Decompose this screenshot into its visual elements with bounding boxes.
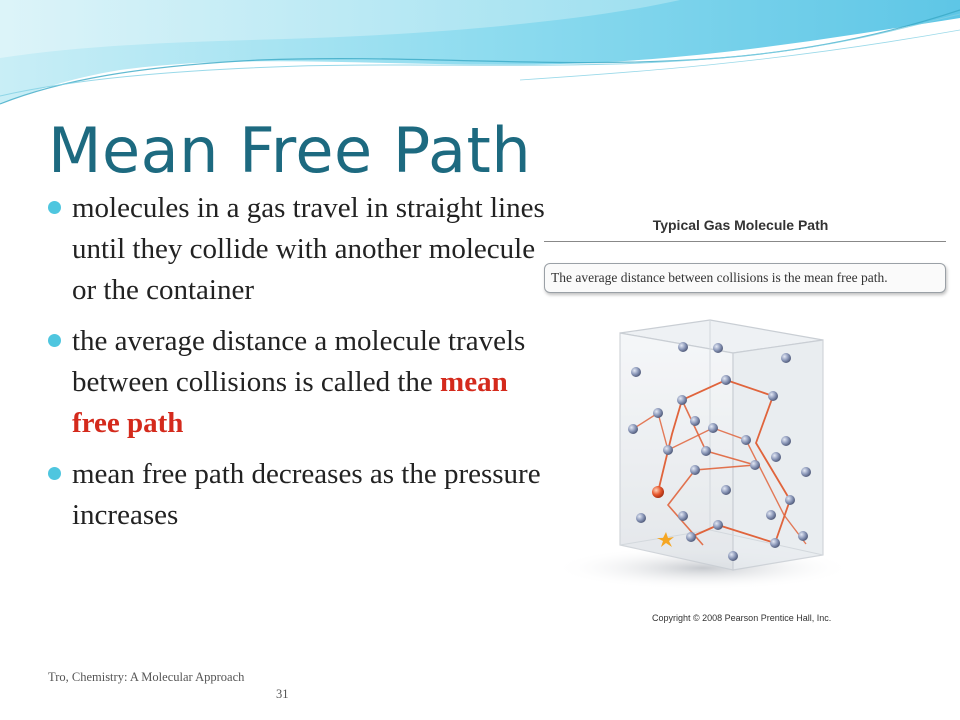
bullet-item [46,321,546,444]
figure-caption: The average distance between collisions is the mean free path. [544,263,946,293]
gas-molecule [663,445,673,455]
gas-molecule [690,465,700,475]
bullet-text: mean free path decreases as the pressure increases [72,458,541,531]
gas-molecule [701,446,711,456]
gas-molecule [741,435,751,445]
gas-molecule [771,452,781,462]
gas-molecule [678,342,688,352]
bullet-text: the average distance a molecule travels between collisions is called the [72,325,526,398]
gas-molecule [686,532,696,542]
bullet-item [46,188,546,311]
bullet-dot-icon [48,467,61,480]
bullet-dot-icon [48,201,61,214]
mean-free-path-highlight: mean free path [72,366,508,439]
footer-source: Tro, Chemistry: A Molecular Approach [48,670,245,684]
bullet-item [46,454,546,536]
gas-molecule [713,343,723,353]
gas-molecule [631,367,641,377]
gas-molecule [713,520,723,530]
gas-molecule [728,551,738,561]
gas-molecule [678,511,688,521]
gas-molecule [690,416,700,426]
figure-title: Typical Gas Molecule Path [652,217,829,233]
figure-copyright: Copyright © 2008 Pearson Prentice Hall, Inc. [652,613,832,623]
bullet-text: molecules in a gas travel in straight lines until they collide with another molecule or the container [72,192,545,306]
gas-molecule [677,395,687,405]
gas-molecule [653,408,663,418]
gas-molecule [766,510,776,520]
gas-molecule [801,467,811,477]
bullet-list [46,188,546,546]
gas-molecule [768,391,778,401]
gas-molecule-figure [538,205,953,630]
gas-molecule [636,513,646,523]
gas-molecule [770,538,780,548]
tracked-molecule [652,486,664,498]
gas-molecule [781,436,791,446]
bullet-dot-icon [48,334,61,347]
slide-number: 31 [276,687,289,701]
gas-molecule [721,375,731,385]
gas-molecule [785,495,795,505]
gas-molecule [721,485,731,495]
header-wave-banner [0,0,960,115]
gas-molecule [708,423,718,433]
gas-molecule [781,353,791,363]
slide-title: Mean Free Path [48,114,532,187]
gas-molecule [750,460,760,470]
gas-molecule [628,424,638,434]
figure-divider [544,241,946,242]
gas-container-illustration [538,300,868,600]
gas-molecule [798,531,808,541]
